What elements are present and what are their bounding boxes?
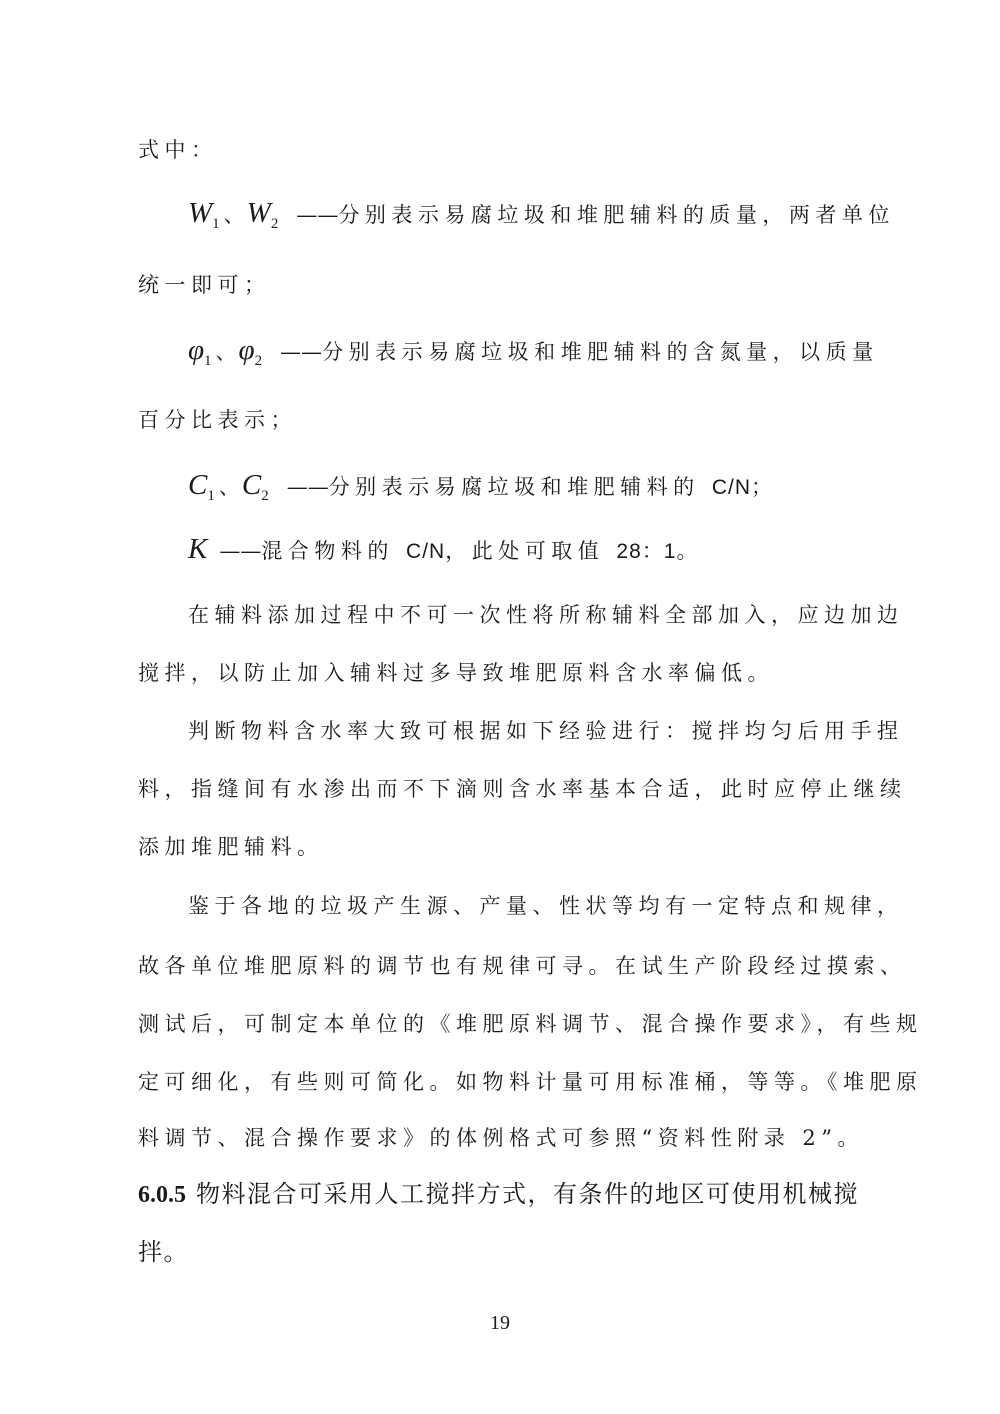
variable-w1: W [188, 197, 213, 229]
variable-k: K [188, 533, 208, 565]
variable-phi1: φ [188, 334, 205, 366]
clause-continuation: 拌。 [138, 1240, 189, 1266]
definition-c: $C_1$ 、$C_2$ ——分别表示易腐垃圾和堆肥辅料的 C/N； [188, 469, 778, 504]
variable-w2: W [246, 197, 271, 229]
paragraph-line: 添加堆肥辅料。 [138, 835, 324, 859]
definition-text: 分别表示易腐垃圾和堆肥辅料的质量，两者单位 [338, 203, 895, 227]
paragraph-line: 判断物料含水率大致可根据如下经验进行：搅拌均匀后用手捏 [188, 719, 904, 743]
variable-phi2: φ [238, 334, 255, 366]
definition-text: 分别表示易腐垃圾和堆肥辅料的含氮量，以质量 [322, 340, 879, 364]
paragraph-line: 测试后，可制定本单位的《堆肥原料调节、混合操作要求》，有些规 [138, 1012, 923, 1036]
definition-text: 分别表示易腐垃圾和堆肥辅料的 [328, 475, 712, 499]
definition-text: 混合物料的 [261, 539, 407, 563]
variable-c1: C [188, 469, 208, 501]
paragraph-line: 搅拌，以防止加入辅料过多导致堆肥原料含水率偏低。 [138, 661, 774, 685]
paragraph-line: 料调节、混合操作要求》的体例格式可参照“资料性附录 2”。 [138, 1126, 865, 1150]
clause-6-0-5: 6.0.5 物料混合可采用人工搅拌方式，有条件的地区可使用机械搅 [138, 1182, 859, 1208]
paragraph-line: 定可细化，有些则可简化。如物料计量可用标准桶，等等。《堆肥原 [138, 1070, 923, 1094]
definition-k: K ——混合物料的 C/N，此处可取值 28：1。 [188, 533, 703, 565]
paragraph-line: 故各单位堆肥原料的调节也有规律可寻。在试生产阶段经过摸索、 [138, 954, 907, 978]
definition-w: $W_1$ 、$W_2$ ——分别表示易腐垃圾和堆肥辅料的质量，两者单位 [188, 197, 895, 232]
definition-w-continuation: 统一即可； [138, 273, 271, 297]
formula-intro: 式中： [138, 138, 218, 162]
variable-c2: C [241, 469, 262, 501]
definition-phi-continuation: 百分比表示； [138, 408, 297, 432]
clause-number: 6.0.5 [138, 1182, 186, 1208]
paragraph-line: 在辅料添加过程中不可一次性将所称辅料全部加入，应边加边 [188, 603, 904, 627]
paragraph-line: 鉴于各地的垃圾产生源、产量、性状等均有一定特点和规律， [188, 894, 904, 918]
paragraph-line: 料，指缝间有水渗出而不下滴则含水率基本合适，此时应停止继续 [138, 777, 907, 801]
page-number: 19 [490, 1312, 510, 1334]
definition-phi: $\varphi_1$ 、$\varphi_2$ ——分别表示易腐垃圾和堆肥辅料的含氮量，以质量 [188, 334, 879, 369]
